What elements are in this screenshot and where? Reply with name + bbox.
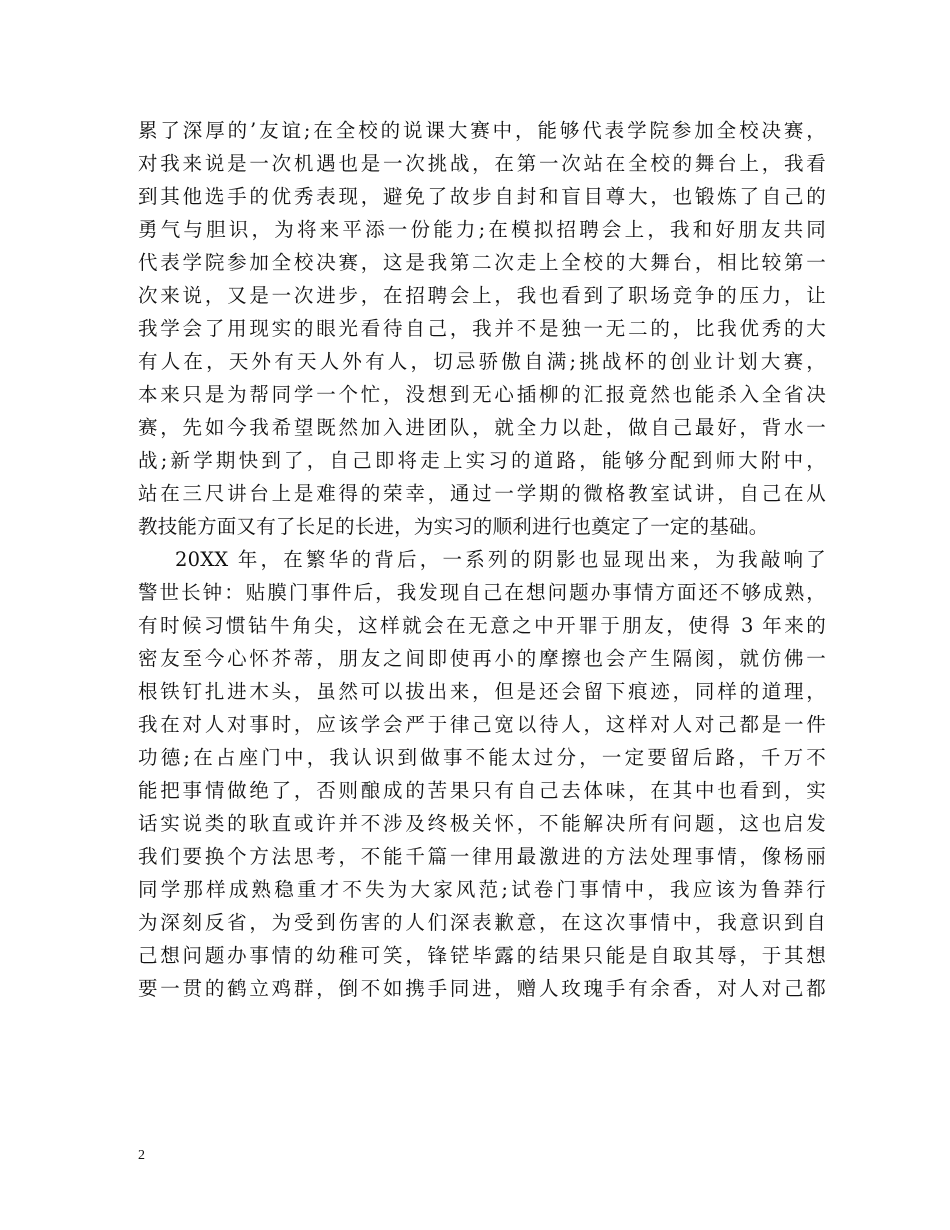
text-line: 我在对人对事时，应该学会严于律己宽以待人，这样对人对己都是一件 [138,713,826,736]
text-line: 本来只是为帮同学一个忙，没想到无心插柳的汇报竟然也能杀入全省决 [138,383,826,406]
text-line: 能把事情做绝了，否则酿成的苦果只有自己去体味，在其中也看到，实 [138,779,826,802]
text-line: 己想问题办事情的幼稚可笑，锋铓毕露的结果只能是自取其辱，于其想 [138,944,826,967]
text-line: 警世长钟：贴膜门事件后，我发现自己在想问题办事情方面还不够成熟， [138,581,826,604]
text-line: 有人在，天外有天人外有人，切忌骄傲自满;挑战杯的创业计划大赛， [138,350,826,373]
text-line: 为深刻反省，为受到伤害的人们深表歉意，在这次事情中，我意识到自 [138,911,826,934]
text-line: 我们要换个方法思考，不能千篇一律用最激进的方法处理事情，像杨丽 [138,845,826,868]
text-line: 密友至今心怀芥蒂，朋友之间即使再小的摩擦也会产生隔阂，就仿佛一 [138,647,826,670]
paragraph-2 [138,543,826,1005]
document-body [138,114,826,1005]
text-line: 到其他选手的优秀表现，避免了故步自封和盲目尊大，也锻炼了自己的 [138,185,826,208]
text-line: 我学会了用现实的眼光看待自己，我并不是独一无二的，比我优秀的大 [138,317,826,340]
text-line: 有时候习惯钻牛角尖，这样就会在无意之中开罪于朋友，使得 3 年来的 [138,614,826,637]
text-line: 站在三尺讲台上是难得的荣幸，通过一学期的微格教室试讲，自己在从 [138,482,826,505]
text-line: 功德;在占座门中，我认识到做事不能太过分，一定要留后路，千万不 [138,746,826,769]
text-line: 根铁钉扎进木头，虽然可以拔出来，但是还会留下痕迹，同样的道理， [138,680,826,703]
text-line: 要一贯的鹤立鸡群，倒不如携手同进，赠人玫瑰手有余香，对人对己都 [138,977,826,1000]
text-line: 同学那样成熟稳重才不失为大家风范;试卷门事情中，我应该为鲁莽行 [138,878,826,901]
text-line: 战;新学期快到了，自己即将走上实习的道路，能够分配到师大附中， [138,449,826,472]
text-line: 对我来说是一次机遇也是一次挑战，在第一次站在全校的舞台上，我看 [138,152,826,175]
paragraph-1 [138,114,826,543]
text-line: 累了深厚的’友谊;在全校的说课大赛中，能够代表学院参加全校决赛， [138,119,826,142]
text-line: 20XX 年，在繁华的背后，一系列的阴影也显现出来，为我敲响了 [175,548,826,571]
text-line: 赛，先如今我希望既然加入进团队，就全力以赴，做自己最好，背水一 [138,416,826,439]
text-line: 次来说，又是一次进步，在招聘会上，我也看到了职场竞争的压力，让 [138,284,826,307]
text-line: 话实说类的耿直或许并不涉及终极关怀，不能解决所有问题，这也启发 [138,812,826,835]
text-line: 代表学院参加全校决赛，这是我第二次走上全校的大舞台，相比较第一 [138,251,826,274]
page-number: 2 [138,1148,145,1163]
text-line: 勇气与胆识，为将来平添一份能力;在模拟招聘会上，我和好朋友共同 [138,218,826,241]
text-line: 教技能方面又有了长足的长进，为实习的顺利进行也奠定了一定的基础。 [138,515,769,538]
